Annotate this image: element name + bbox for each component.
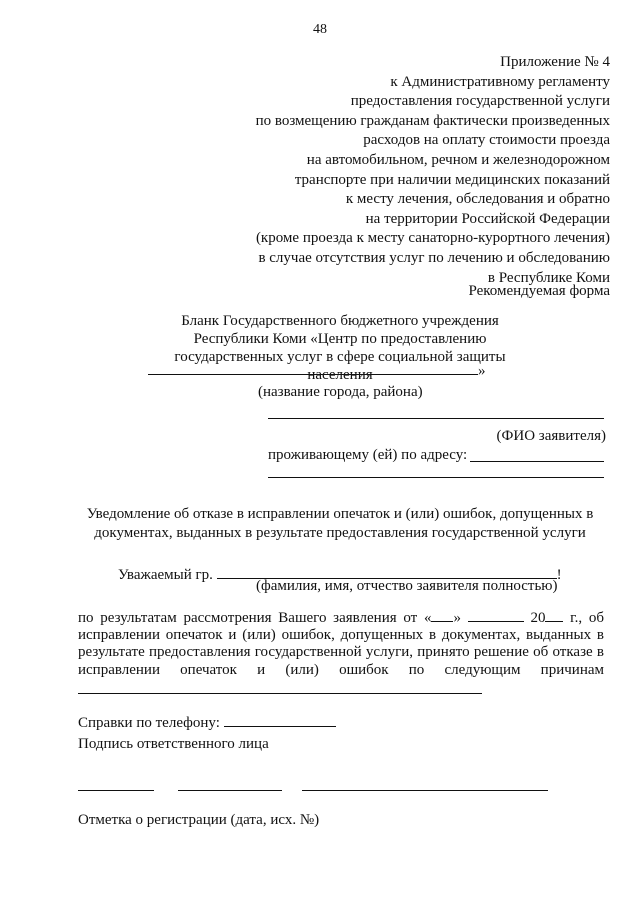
appendix-line: (кроме проезда к месту санаторно-курортного лечения) (255, 230, 610, 247)
appendix-line: в случае отсутствия услуг по лечению и обследованию (258, 249, 610, 266)
registration-mark: Отметка о регистрации (дата, исх. №) (78, 812, 320, 828)
appendix-line: транспорте при наличии медицинских показаний (294, 171, 610, 188)
applicant-caption: (ФИО заявителя) (496, 428, 606, 444)
greeting-end-mark: ! (556, 567, 562, 583)
appendix-line: в Республике Коми (487, 269, 610, 286)
appendix-line: на территории Российской Федерации (365, 210, 610, 227)
city-field[interactable] (148, 360, 486, 382)
phone-blank[interactable] (224, 712, 336, 727)
appendix-line: расходов на оплату стоимости проезда (363, 132, 610, 149)
reasons-blank[interactable] (78, 679, 482, 694)
body-text-part: » (453, 610, 461, 626)
notice-title-line: документах, выданных в результате предоставления государственной услуги (94, 525, 586, 541)
address-line-2[interactable] (268, 477, 604, 478)
notice-title-line: Уведомление об отказе в исправлении опечаток и (или) ошибок, допущенных в (86, 506, 594, 522)
page-number: 48 (313, 22, 327, 37)
signature-label: Подпись ответственного лица (78, 736, 269, 752)
blank-header-line: Республики Коми «Центр по предоставлению (193, 331, 487, 347)
appendix-line: на автомобильном, речном и железнодорожном (306, 151, 610, 168)
appendix-line: предоставления государственной услуги (350, 93, 610, 110)
date-year-blank[interactable] (545, 607, 563, 622)
city-blank[interactable] (148, 360, 478, 375)
address-line-1[interactable] (470, 461, 604, 462)
decision-paragraph (78, 607, 604, 699)
recommended-form-label: Рекомендуемая форма (468, 283, 610, 299)
body-text-part: г., об исправлении опечаток и (или) ошибок, допущенных в документах, выданных в результате предоставления государственной услуги, принято решение об отказе в исправлении опечаток и (или) ошибок по следующим причинам (78, 610, 604, 678)
blank-header-line: Бланк Государственного бюджетного учреждения (181, 313, 499, 329)
appendix-line: к месту лечения, обследования и обратно (345, 191, 610, 208)
appendix-line: по возмещению гражданам фактически произведенных (255, 112, 610, 129)
appendix-block (256, 53, 610, 288)
blank-header-line: государственных услуг в сфере социальной защиты населения (174, 349, 506, 383)
appendix-line: к Административному регламенту (390, 73, 610, 90)
addressee-caption: (фамилия, имя, отчество заявителя полностью) (256, 578, 558, 594)
city-caption: (название города, района) (258, 384, 423, 400)
signature-line-name[interactable] (302, 790, 548, 791)
greeting-label: Уважаемый гр. (118, 567, 213, 583)
body-text-part: по результатам рассмотрения Вашего заявления от « (78, 610, 432, 626)
notice-title (70, 505, 610, 543)
date-day-blank[interactable] (431, 607, 453, 622)
year-prefix: 20 (530, 610, 546, 626)
appendix-line: Приложение № 4 (500, 54, 610, 70)
signature-line-sign[interactable] (178, 790, 282, 791)
phone-label: Справки по телефону: (78, 715, 220, 731)
signature-line-position[interactable] (78, 790, 154, 791)
closing-quote: » (478, 363, 486, 379)
phone-row (78, 712, 336, 734)
address-label: проживающему (ей) по адресу: (268, 447, 468, 463)
applicant-name-line[interactable] (268, 418, 604, 419)
date-month-blank[interactable] (468, 607, 524, 622)
